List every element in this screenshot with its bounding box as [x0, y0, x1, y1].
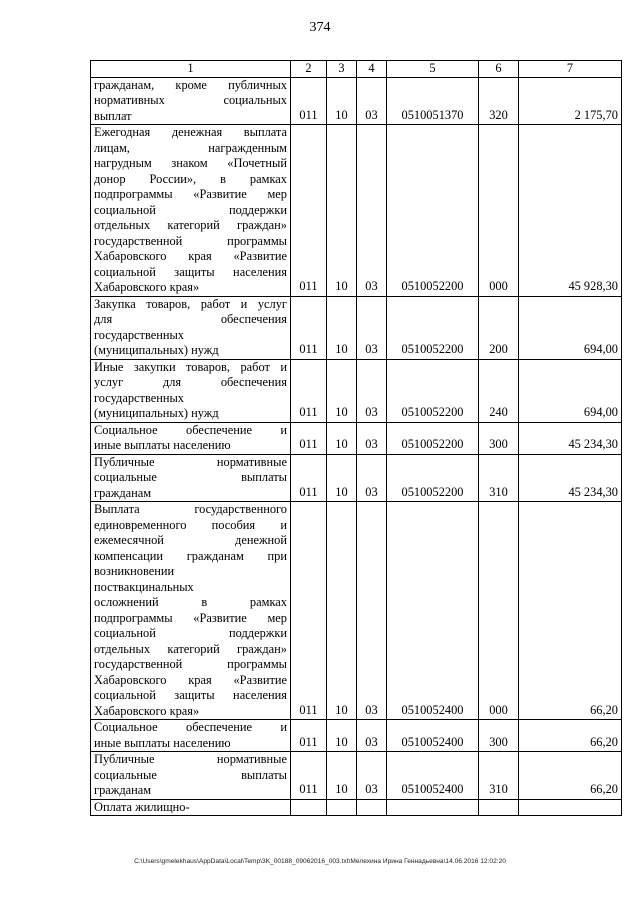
- description-line: Публичные нормативные: [94, 752, 287, 766]
- description-line: компенсации гражданам при: [94, 548, 287, 563]
- section-code-cell: 10: [327, 454, 357, 502]
- target-article-cell: 0510051370: [387, 77, 479, 125]
- target-article-cell: 0510052200: [387, 454, 479, 502]
- description-line: поствакцинальных: [94, 579, 194, 594]
- ministry-code-cell: 011: [291, 502, 327, 720]
- ministry-code-cell: 011: [291, 125, 327, 297]
- description-line: государственной программы: [94, 657, 287, 671]
- table-row: [91, 799, 622, 816]
- expense-type-cell: 310: [479, 752, 519, 800]
- amount-cell: 45 234,30: [519, 422, 622, 454]
- table-row: [91, 454, 622, 502]
- description-line: подпрограммы «Развитие мер: [94, 187, 287, 201]
- expense-type-cell: [479, 799, 519, 816]
- target-article-cell: 0510052400: [387, 752, 479, 800]
- amount-cell: 66,20: [519, 720, 622, 752]
- amount-cell: 66,20: [519, 752, 622, 800]
- amount-cell: 2 175,70: [519, 77, 622, 125]
- row-description: [91, 502, 291, 720]
- table-row: [91, 720, 622, 752]
- subsection-code-cell: [357, 799, 387, 816]
- description-line: для обеспечения: [94, 312, 287, 326]
- description-line: Иные закупки товаров, работ и: [94, 359, 287, 374]
- description-line: Социальное обеспечение и: [94, 720, 287, 734]
- description-line: единовременного пособия и: [94, 517, 287, 532]
- expense-type-cell: 000: [479, 502, 519, 720]
- column-header: 6: [479, 61, 519, 78]
- amount-cell: 45 234,30: [519, 454, 622, 502]
- row-description: [91, 720, 291, 752]
- target-article-cell: 0510052200: [387, 125, 479, 297]
- column-header: 5: [387, 61, 479, 78]
- section-code-cell: 10: [327, 125, 357, 297]
- description-line: Социальное обеспечение и: [94, 422, 287, 437]
- expense-type-cell: 240: [479, 359, 519, 422]
- subsection-code-cell: 03: [357, 125, 387, 297]
- row-description: [91, 296, 291, 359]
- column-header: 7: [519, 61, 622, 78]
- subsection-code-cell: 03: [357, 359, 387, 422]
- description-line: Выплата государственного: [94, 502, 287, 516]
- target-article-cell: 0510052200: [387, 359, 479, 422]
- row-description: [91, 454, 291, 502]
- description-line: нормативных социальных: [94, 93, 287, 107]
- ministry-code-cell: 011: [291, 296, 327, 359]
- subsection-code-cell: 03: [357, 296, 387, 359]
- table-row: [91, 752, 622, 800]
- description-line: государственных: [94, 327, 185, 342]
- description-line: гражданам: [94, 783, 152, 797]
- target-article-cell: [387, 799, 479, 816]
- description-line: выплат: [94, 108, 132, 123]
- row-description: [91, 77, 291, 125]
- section-code-cell: [327, 799, 357, 816]
- table-row: [91, 296, 622, 359]
- section-code-cell: 10: [327, 359, 357, 422]
- description-line: Ежегодная денежная выплата: [94, 125, 287, 139]
- description-line: осложнений в рамках: [94, 595, 287, 609]
- table-row: [91, 502, 622, 720]
- ministry-code-cell: 011: [291, 77, 327, 125]
- description-line: гражданам, кроме публичных: [94, 77, 287, 92]
- subsection-code-cell: 03: [357, 502, 387, 720]
- expense-type-cell: 300: [479, 422, 519, 454]
- description-line: отдельных категорий граждан»: [94, 641, 287, 656]
- ministry-code-cell: 011: [291, 454, 327, 502]
- column-header: 1: [91, 61, 291, 78]
- description-line: Хабаровского края»: [94, 280, 200, 294]
- ministry-code-cell: 011: [291, 359, 327, 422]
- budget-table: [90, 60, 622, 816]
- row-description: [91, 125, 291, 297]
- ministry-code-cell: 011: [291, 720, 327, 752]
- description-line: государственной программы: [94, 233, 287, 248]
- footer-file-path: C:\Users\gmelekhaus\AppData\Local\Temp\3K_00188_09062016_003.txt\Мелехина Ирина Геннадьевна\14.06.2016 12:02:20: [134, 858, 506, 865]
- expense-type-cell: 320: [479, 77, 519, 125]
- description-line: донор России», в рамках: [94, 171, 287, 186]
- expense-type-cell: 000: [479, 125, 519, 297]
- ministry-code-cell: 011: [291, 752, 327, 800]
- row-description: [91, 422, 291, 454]
- description-line: социальные выплаты: [94, 470, 287, 484]
- page-number: 374: [309, 20, 331, 35]
- section-code-cell: 10: [327, 502, 357, 720]
- target-article-cell: 0510052200: [387, 422, 479, 454]
- column-header: 4: [357, 61, 387, 78]
- description-line: ежемесячной денежной: [94, 533, 287, 547]
- amount-cell: 694,00: [519, 359, 622, 422]
- section-code-cell: 10: [327, 422, 357, 454]
- subsection-code-cell: 03: [357, 454, 387, 502]
- table-header-row: [91, 61, 622, 78]
- description-line: Хабаровского края «Развитие: [94, 672, 287, 687]
- description-line: иные выплаты населению: [94, 438, 231, 452]
- target-article-cell: 0510052200: [387, 296, 479, 359]
- description-line: Хабаровского края «Развитие: [94, 249, 287, 263]
- section-code-cell: 10: [327, 752, 357, 800]
- subsection-code-cell: 03: [357, 422, 387, 454]
- description-line: Хабаровского края»: [94, 703, 200, 718]
- amount-cell: 66,20: [519, 502, 622, 720]
- subsection-code-cell: 03: [357, 720, 387, 752]
- description-line: социальной поддержки: [94, 202, 287, 217]
- description-line: (муниципальных) нужд: [94, 406, 219, 420]
- subsection-code-cell: 03: [357, 752, 387, 800]
- table-row: [91, 422, 622, 454]
- section-code-cell: 10: [327, 296, 357, 359]
- description-line: государственных: [94, 390, 185, 405]
- description-line: социальной защиты населения: [94, 264, 287, 279]
- expense-type-cell: 310: [479, 454, 519, 502]
- ministry-code-cell: [291, 799, 327, 816]
- row-description: [91, 359, 291, 422]
- amount-cell: 45 928,30: [519, 125, 622, 297]
- description-line: Оплата жилищно-: [94, 799, 190, 814]
- description-line: социальные выплаты: [94, 767, 287, 782]
- description-line: Закупка товаров, работ и услуг: [94, 296, 287, 311]
- expense-type-cell: 300: [479, 720, 519, 752]
- description-line: Публичные нормативные: [94, 454, 287, 469]
- table-row: [91, 359, 622, 422]
- section-code-cell: 10: [327, 77, 357, 125]
- description-line: социальной защиты населения: [94, 688, 287, 702]
- description-line: подпрограммы «Развитие мер: [94, 610, 287, 625]
- section-code-cell: 10: [327, 720, 357, 752]
- amount-cell: 694,00: [519, 296, 622, 359]
- ministry-code-cell: 011: [291, 422, 327, 454]
- description-line: (муниципальных) нужд: [94, 343, 219, 357]
- table-body: [91, 77, 622, 816]
- column-header: 2: [291, 61, 327, 78]
- table-row: [91, 77, 622, 125]
- description-line: гражданам: [94, 485, 152, 500]
- description-line: нагрудным знаком «Почетный: [94, 156, 287, 170]
- description-line: возникновении: [94, 564, 175, 578]
- row-description: [91, 752, 291, 800]
- row-description: [91, 799, 291, 816]
- description-line: лицам, награжденным: [94, 140, 287, 155]
- description-line: услуг для обеспечения: [94, 375, 287, 389]
- amount-cell: [519, 799, 622, 816]
- subsection-code-cell: 03: [357, 77, 387, 125]
- description-line: иные выплаты населению: [94, 735, 231, 750]
- table-row: [91, 125, 622, 297]
- description-line: отдельных категорий граждан»: [94, 218, 287, 232]
- description-line: социальной поддержки: [94, 626, 287, 640]
- column-header: 3: [327, 61, 357, 78]
- expense-type-cell: 200: [479, 296, 519, 359]
- target-article-cell: 0510052400: [387, 502, 479, 720]
- target-article-cell: 0510052400: [387, 720, 479, 752]
